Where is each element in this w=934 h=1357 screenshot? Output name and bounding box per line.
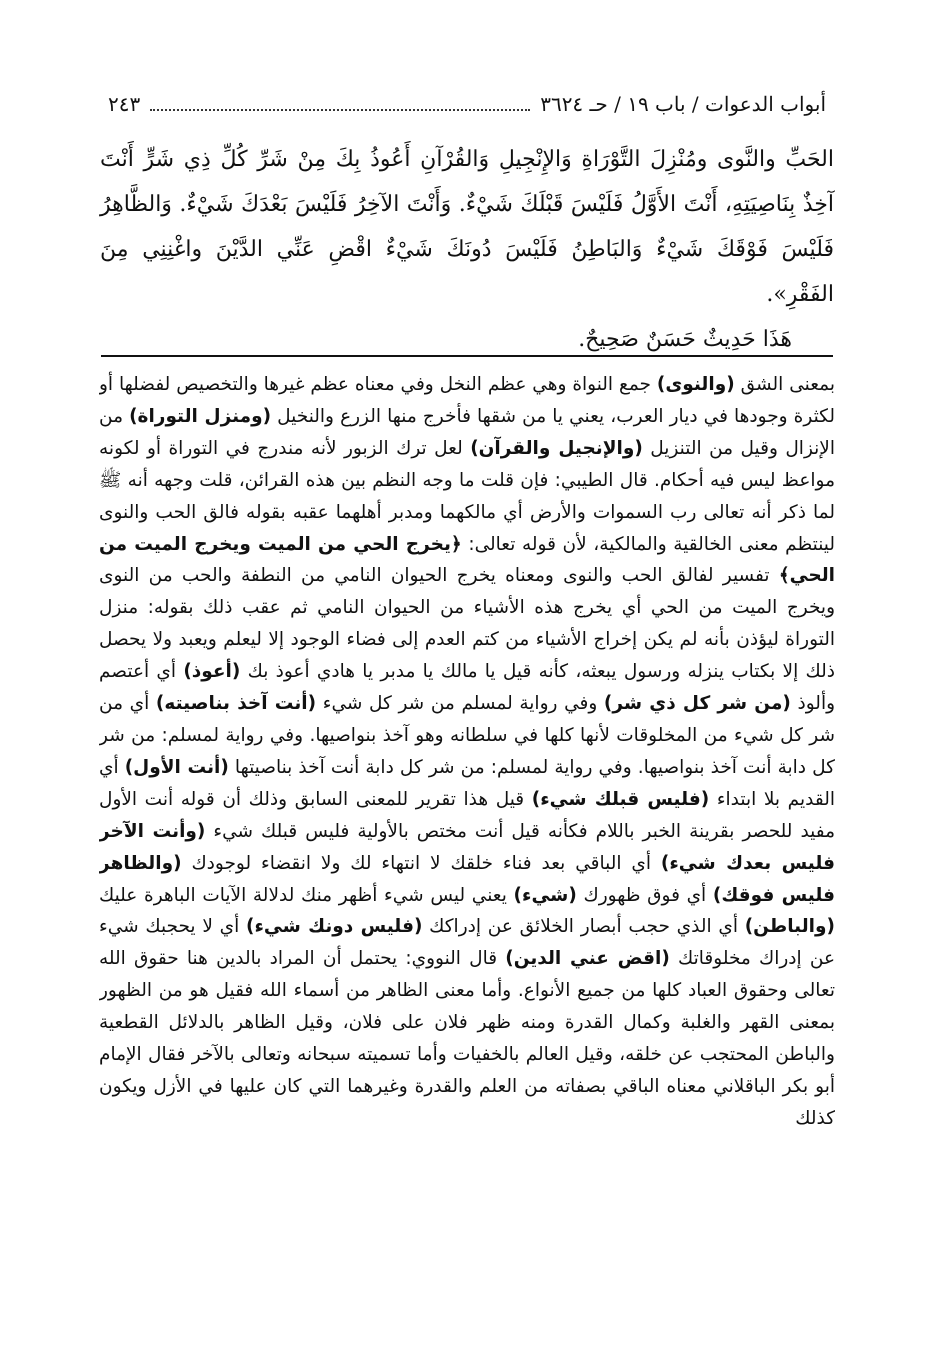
commentary-quoted-term: (والباطن) xyxy=(744,916,835,938)
commentary-quoted-term: (أنت الأول) xyxy=(124,756,229,778)
commentary-text-segment: قال النووي: يحتمل أن المراد بالدين هنا حقوق الله تعالى وحقوق العباد كلها من جميع الأنواع. وأما معنى الظاهر من أسماء الله فقيل هو من الظهور بمعنى القهر والغلبة وكمال القدرة ومنه ظهر فلان على فلان، وقيل الظاهر بالدلائل القطعية والباطن المحتجب عن خلقه، وقيل العالم بالخفيات وأما تسميته سبحانه وتعالى بالآخر فقال الإمام أبو بكر الباقلاني معناه الباقي بصفاته من العلم والقدرة وغيرهما التي كان عليها في الأزل ويكون كذلك xyxy=(99,948,835,1129)
commentary-quoted-term: (أعوذ) xyxy=(183,661,241,683)
commentary-quran-quote: ﴿يخرج الحي من الميت ويخرج الميت من الحي﴾ xyxy=(99,533,835,587)
commentary-text-segment: من الإنزال وقيل من التنزيل xyxy=(99,405,835,459)
commentary-quoted-term: (فليس دونك شيء) xyxy=(245,916,423,938)
footnote-separator xyxy=(101,355,833,357)
commentary-quoted-term: (فليس قبلك شيء) xyxy=(531,788,710,810)
commentary-text-segment: قيل هذا تقرير للمعنى السابق وذلك أن قوله أنت الأول مفيد للحصر بقرينة الخبر باللام فكأنه قيل أنت مختص بالأولية فليس قبلك شيء xyxy=(99,788,835,842)
page-number: ٢٤٣ xyxy=(108,92,141,116)
commentary-text-segment: بمعنى الشق xyxy=(734,374,835,395)
running-header xyxy=(108,86,826,122)
commentary-text-segment: تفسير لفالق الحب والنوى ومعناه يخرج الحيوان النامي من النطفة والحب من النوى ويخرج الميت من الحي أي يخرج هذه الأشياء من الحيوان النامي ثم عقب ذلك بقوله: منزل التوراة ليؤذن بأنه لم يكن إخراج الأشياء من كتم العدم إلى فضاء الوجود إلا ليعلم ويعبد ولا يحصل ذلك إلا بكتاب ينزله ورسول يبعثه، كأنه قيل يا مالك يا مدبر يا هادي أعوذ بك xyxy=(99,565,835,683)
hadith-body: الحَبِّ والنَّوى ومُنْزِلَ التَّوْرَاةِ وَالإِنْجِيلِ وَالقُرْآنِ أَعُوذُ بِكَ مِنْ شَرِّ كُلِّ ذِي شَرٍّ أَنْتَ آخِذٌ بِنَاصِيَتِهِ، أَنْتَ الأَوَّلُ فَلَيْسَ قَبْلَكَ شَيْءٌ. وَأَنْتَ الآخِرُ فَلَيْسَ بَعْدَكَ شَيْءٌ. وَالظَّاهِرُ فَلَيْسَ فَوْقَكَ شَيْءٌ وَالبَاطِنُ فَلَيْسَ دُونَكَ شَيْءٌ اقْضِ عَنِّي الدَّيْنَ واغْنِنِي مِنَ الفَقْرِ». xyxy=(100,147,834,307)
commentary-quoted-term: (والنوى) xyxy=(656,374,735,395)
commentary-quoted-term: (وأنت الآخر فليس بعدك شيء) xyxy=(99,820,835,874)
commentary-quoted-term: (ومنزل التوراة) xyxy=(129,405,272,427)
hadith-text xyxy=(100,137,834,362)
section-reference: أبواب الدعوات / باب ١٩ / حـ ٣٦٢٤ xyxy=(540,92,826,116)
hadith-grading: هَذَا حَدِيثٌ حَسَنٌ صَحِيحٌ. xyxy=(578,327,792,352)
dotted-leader xyxy=(150,109,530,111)
commentary-quoted-term: (أنت آخذ بناصيته) xyxy=(155,693,317,715)
commentary-text-segment: لعل ترك الزبور لأنه مندرج في التوراة أو لكونه مواعظ ليس فيه أحكام. قال الطيبي: فإن قلت ما وجه النظم بين هذه القرائن، قلت وجهه أنه ﷺ لما ذكر أنه تعالى رب السموات والأرض أي مالكهما ومدبر أهلهما عقبه بقوله فالق الحب والنوى لينتظم معنى الخالقية والمالكية، لأن قوله تعالى: xyxy=(99,437,835,555)
commentary-text-segment: جمع النواة وهي عظم النخل وفي معناه عظم غيرها والتخصيص لفضلها أو لكثرة وجودها في ديار العرب، يعني يا من شقها فأخرج منها الزرع والنخيل xyxy=(99,374,835,427)
commentary-text-segment: وفي رواية لمسلم من شر كل شيء xyxy=(316,693,604,715)
commentary-quoted-term: (والظاهر فليس فوقك) xyxy=(99,852,835,906)
commentary-text-segment: أي القديم بلا ابتداء xyxy=(99,756,835,810)
commentary-quoted-term: (اقض عني الدين) xyxy=(505,948,670,970)
commentary-text-segment: أي الذي حجب أبصار الخلائق عن إدراكك xyxy=(422,916,745,938)
commentary-text-segment: أي من شر كل شيء من المخلوقات لأنها كلها في سلطانه وهو آخذ بنواصيها. وفي رواية لمسلم: من شر كل دابة أنت آخذ بنواصيها. وفي رواية لمسلم: من شر كل دابة أنت آخذ بناصيتها xyxy=(99,693,835,778)
commentary-text-segment: أي لا يحجبك شيء عن إدراك مخلوقاتك xyxy=(99,916,835,970)
commentary-quoted-term: (شيء) xyxy=(513,884,577,906)
commentary-text xyxy=(99,369,835,1319)
commentary-text-segment: يعني ليس شيء أظهر منك لدلالة الآيات الباهرة عليك xyxy=(99,884,514,906)
commentary-quoted-term: (والإنجيل والقرآن) xyxy=(470,437,643,459)
commentary-text-segment: أي فوق ظهورك xyxy=(576,884,713,906)
commentary-text-segment: أي أعتصم وألوذ xyxy=(99,661,835,715)
commentary-quoted-term: (من شر كل ذي شر) xyxy=(603,693,791,715)
commentary-text-segment: أي الباقي بعد فناء خلقك لا انتهاء لك ولا انقضاء لوجودك xyxy=(181,852,661,874)
